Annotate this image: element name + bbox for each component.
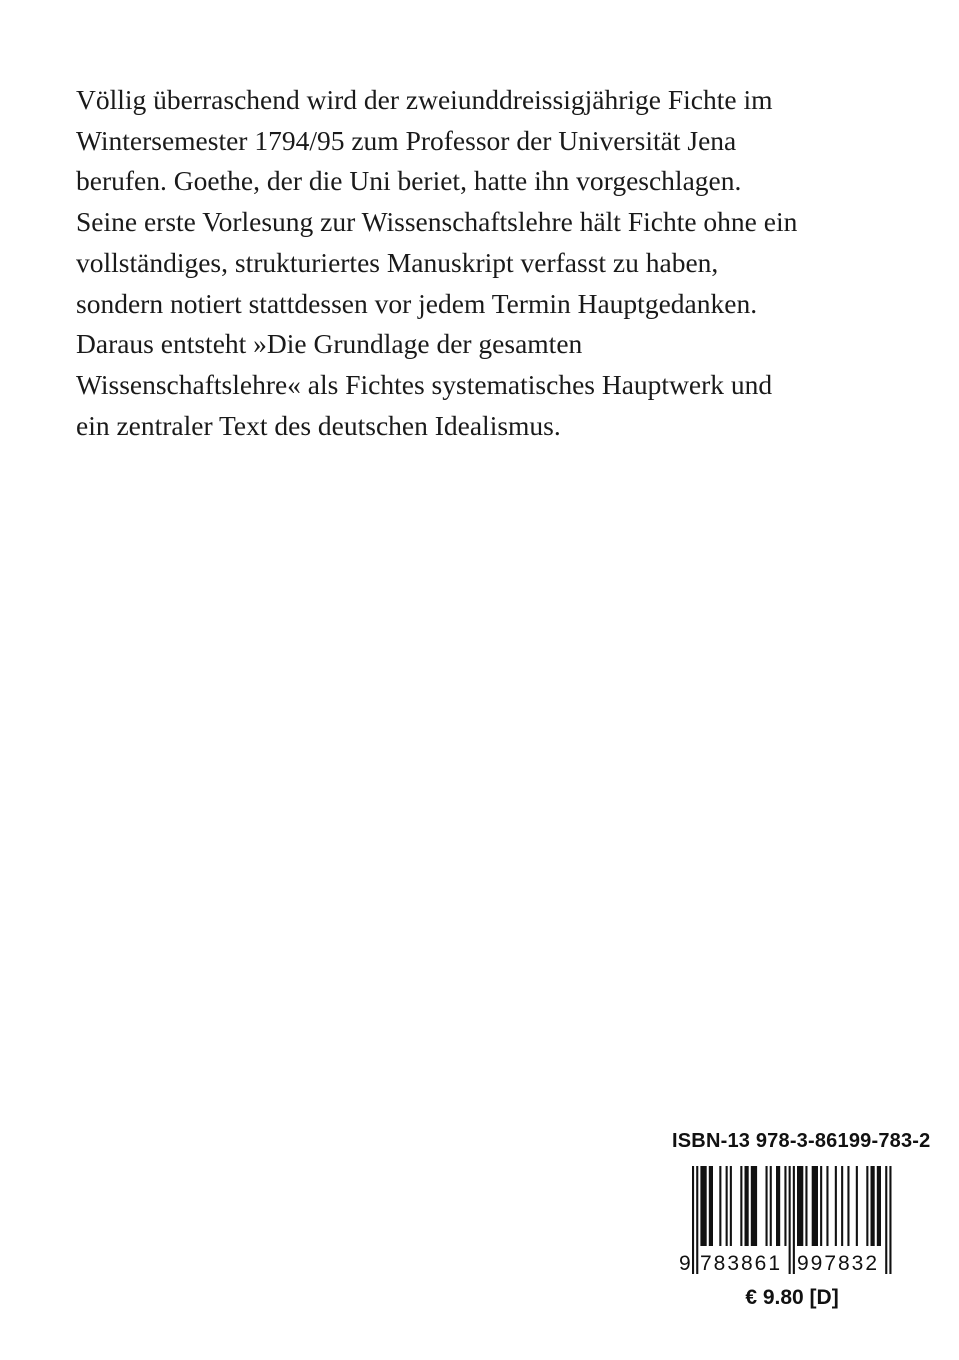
barcode-bar <box>719 1166 721 1246</box>
barcode-bar <box>776 1166 780 1246</box>
barcode-bar <box>766 1166 768 1246</box>
barcode-digits-left: 783861 <box>700 1252 780 1275</box>
barcode-guard-bar <box>889 1166 891 1274</box>
ean13-barcode <box>676 1166 906 1276</box>
barcode-digit-first: 9 <box>679 1252 691 1275</box>
barcode-bar <box>847 1166 849 1246</box>
barcode-bar <box>730 1166 732 1246</box>
barcode-bar <box>751 1166 757 1246</box>
price-label: € 9.80 [D] <box>745 1286 839 1309</box>
barcode-bar <box>835 1166 837 1246</box>
blurb-line: vollständiges, strukturiertes Manuskript verfasst zu haben, <box>76 246 719 278</box>
blurb-line: berufen. Goethe, der die Uni beriet, hatte ihn vorgeschlagen. <box>76 165 742 197</box>
barcode-bar <box>856 1166 858 1246</box>
blurb-line: Daraus entsteht »Die Grundlage der gesamten <box>76 328 583 360</box>
barcode-guard-bar <box>692 1166 694 1274</box>
blurb-line: Wintersemester 1794/95 zum Professor der Universität Jena <box>76 124 737 156</box>
barcode-panel <box>660 1120 931 1328</box>
barcode-bar <box>709 1166 713 1246</box>
barcode-bar <box>770 1166 772 1246</box>
back-cover-blurb <box>76 80 906 446</box>
barcode-bar <box>812 1166 818 1246</box>
barcode-bar <box>745 1166 749 1246</box>
barcode-bar <box>866 1166 868 1246</box>
barcode-bar <box>877 1166 881 1246</box>
barcode-bar <box>826 1166 828 1246</box>
barcode-bar <box>784 1166 786 1246</box>
barcode-guard-bar <box>793 1166 795 1274</box>
barcode-guard-bar <box>789 1166 791 1274</box>
blurb-line: Seine erste Vorlesung zur Wissenschaftslehre hält Fichte ohne ein <box>76 206 798 238</box>
barcode-bar <box>700 1166 706 1246</box>
barcode-bar <box>805 1166 807 1246</box>
barcode-digits-right: 997832 <box>797 1252 877 1275</box>
barcode-bar <box>841 1166 843 1246</box>
barcode-bar <box>740 1166 742 1246</box>
barcode-guard-bar <box>696 1166 698 1274</box>
barcode-bar <box>726 1166 728 1246</box>
blurb-line: Völlig überraschend wird der zweiunddreissigjährige Fichte im <box>76 84 773 115</box>
blurb-line: sondern notiert stattdessen vor jedem Termin Hauptgedanken. <box>76 287 758 319</box>
blurb-line: Wissenschaftslehre« als Fichtes systematisches Hauptwerk und <box>76 368 773 400</box>
blurb-line: ein zentraler Text des deutschen Idealismus. <box>76 409 561 441</box>
isbn-label: ISBN-13 978-3-86199-783-2 <box>672 1130 931 1152</box>
barcode-guard-bar <box>885 1166 887 1274</box>
barcode-bar <box>820 1166 822 1246</box>
barcode-bar <box>871 1166 875 1246</box>
barcode-bar <box>797 1166 803 1246</box>
